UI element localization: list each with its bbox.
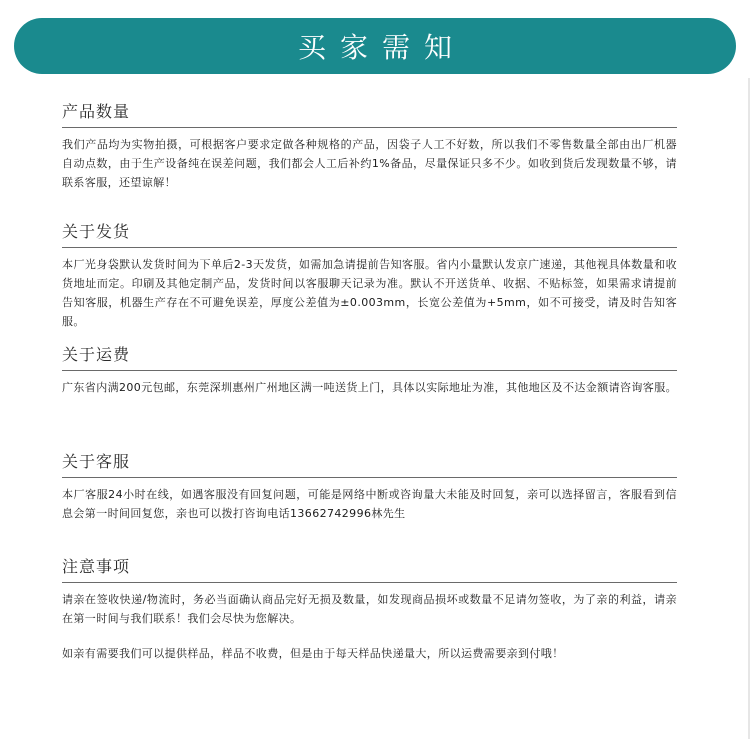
section-title: 关于客服 xyxy=(62,452,131,471)
section-title: 关于发货 xyxy=(62,222,131,241)
section-paragraph: 本厂客服24小时在线，如遇客服没有回复问题，可能是网络中断或咨询量大未能及时回复，亲可以选择留言，客服看到信息会第一时间回复您，亲也可以拨打咨询电话13662742996林先生 xyxy=(62,488,677,520)
page-title: 买家需知 xyxy=(297,31,466,64)
section-divider xyxy=(62,247,677,248)
section-product-quantity xyxy=(62,99,677,192)
section-title: 产品数量 xyxy=(62,102,131,121)
section-divider xyxy=(62,582,677,583)
section-title: 注意事项 xyxy=(62,557,131,576)
section-customer-service xyxy=(62,449,677,523)
section-divider xyxy=(62,477,677,478)
header-banner xyxy=(14,18,736,74)
section-paragraph: 请亲在签收快递/物流时，务必当面确认商品完好无损及数量，如发现商品损坏或数量不足请勿签收，为了亲的利益，请亲在第一时间与我们联系！我们会尽快为您解决。 xyxy=(62,593,677,625)
section-paragraph: 广东省内满200元包邮，东莞深圳惠州广州地区满一吨送货上门，具体以实际地址为准，其他地区及不达金额请咨询客服。 xyxy=(62,381,677,394)
section-paragraph: 如亲有需要我们可以提供样品，样品不收费，但是由于每天样品快递量大，所以运费需要亲到付哦！ xyxy=(62,647,564,660)
section-freight xyxy=(62,342,677,397)
section-title: 关于运费 xyxy=(62,345,131,364)
section-divider xyxy=(62,127,677,128)
section-paragraph: 我们产品均为实物拍摄，可根据客户要求定做各种规格的产品，因袋子人工不好数，所以我们不零售数量全部由出厂机器自动点数，由于生产设备纯在误差问题，我们都会人工后补约1%备品，尽量保证只多不少。如收到货后发现数量不够，请联系客服，还望谅解！ xyxy=(62,138,677,189)
section-divider xyxy=(62,370,677,371)
section-paragraph: 本厂光身袋默认发货时间为下单后2-3天发货，如需加急请提前告知客服。省内小量默认发京广速递，其他视具体数量和收货地址而定。印刷及其他定制产品，发货时间以客服聊天记录为准。默认不开送货单、收据、不贴标签，如果需求请提前告知客服，机器生产存在不可避免误差，厚度公差值为±0.003mm，长宽公差值为+5mm，如不可接受，请及时告知客服。 xyxy=(62,258,677,328)
section-shipping xyxy=(62,219,677,331)
section-notes xyxy=(62,554,677,663)
